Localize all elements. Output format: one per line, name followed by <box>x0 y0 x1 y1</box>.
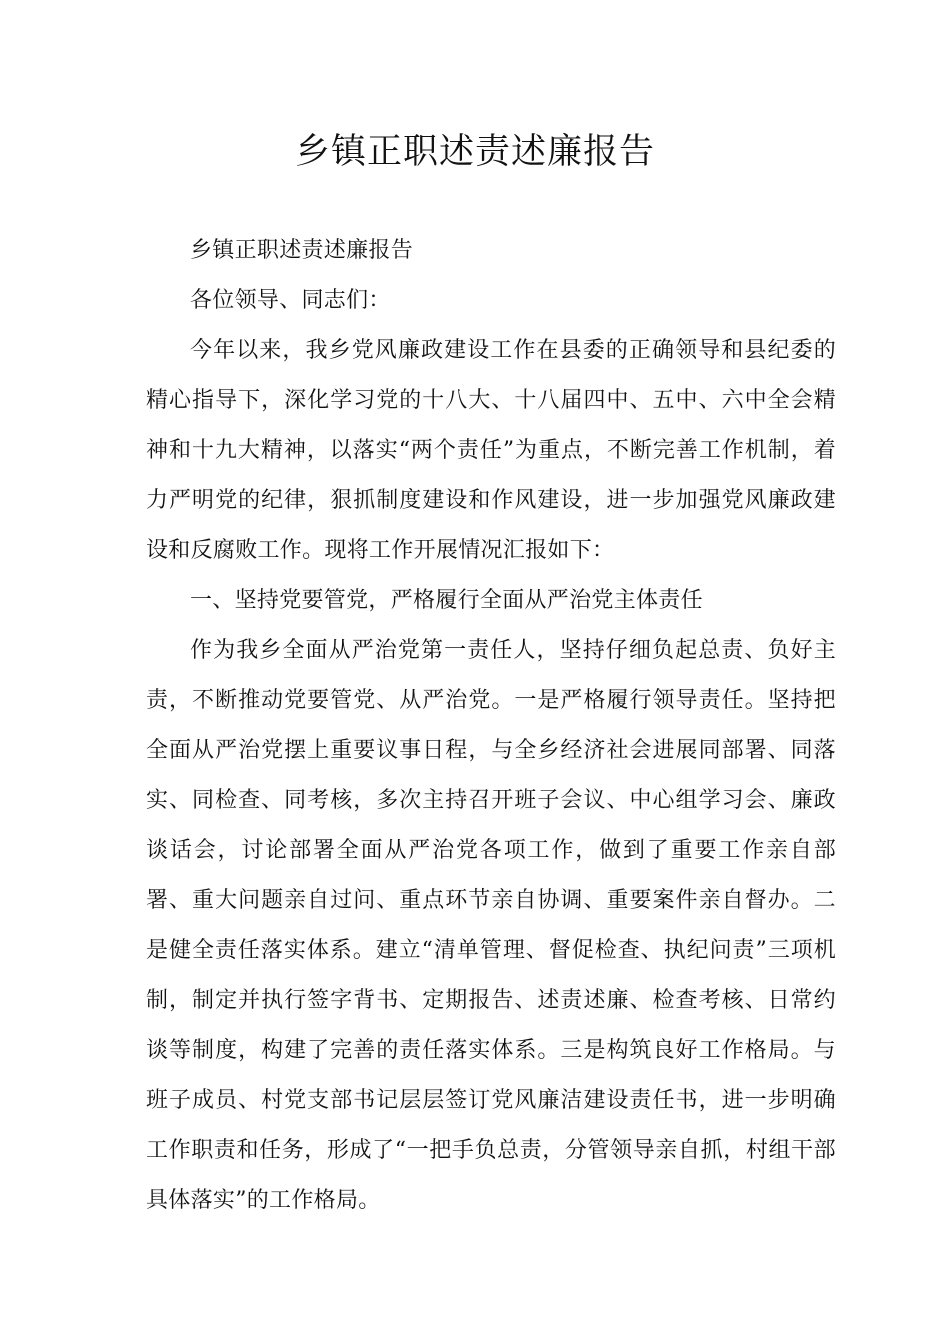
section-heading: 一、坚持党要管党，严格履行全面从严治党主体责任 <box>190 588 703 613</box>
document-body <box>146 226 836 1226</box>
intro-paragraph: 今年以来，我乡党风廉政建设工作在县委的正确领导和县纪委的精心指导下，深化学习党的十八大、十八届四中、五中、六中全会精神和十九大精神，以落实“两个责任”为重点，不断完善工作机制，着力严明党的纪律，狠抓制度建设和作风建设，进一步加强党风廉政建设和反腐败工作。现将工作开展情况汇报如下： <box>146 338 836 563</box>
section-paragraph: 作为我乡全面从严治党第一责任人，坚持仔细负起总责、负好主责，不断推动党要管党、从严治党。一是严格履行领导责任。坚持把全面从严治党摆上重要议事日程，与全乡经济社会进展同部署、同落实、同检查、同考核，多次主持召开班子会议、中心组学习会、廉政谈话会，讨论部署全面从严治党各项工作，做到了重要工作亲自部署、重大问题亲自过问、重点环节亲自协调、重要案件亲自督办。二是健全责任落实体系。建立“清单管理、督促检查、执纪问责”三项机制，制定并执行签字背书、定期报告、述责述廉、检查考核、日常约谈等制度，构建了完善的责任落实体系。三是构筑良好工作格局。与班子成员、村党支部书记层层签订党风廉洁建设责任书，进一步明确工作职责和任务，形成了“一把手负总责，分管领导亲自抓，村组干部具体落实”的工作格局。 <box>146 638 836 1213</box>
subtitle-paragraph: 乡镇正职述责述廉报告 <box>190 238 414 263</box>
document-title: 乡镇正职述责述廉报告 <box>294 132 655 172</box>
salutation-paragraph: 各位领导、同志们： <box>190 288 391 313</box>
